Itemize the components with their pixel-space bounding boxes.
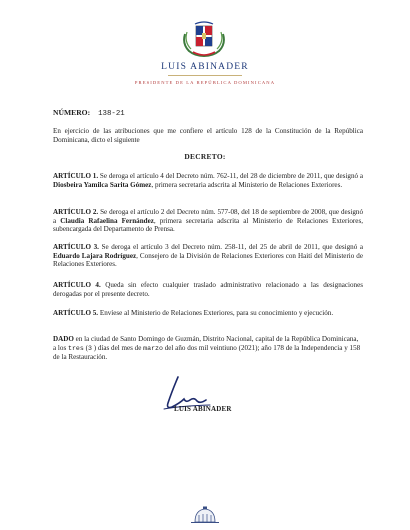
palace-emblem-icon xyxy=(189,506,221,524)
article-1-label: ARTÍCULO 1. xyxy=(53,172,99,180)
article-3-text-before: Se deroga el artículo 3 del Decreto núm. 258-11, del 25 de abril de 2011, que designó a xyxy=(101,243,363,251)
dado-paragraph: DADO en la ciudad de Santo Domingo de Guzmán, Distrito Nacional, capital de la República Dominicana, a los tres (3 ) días del mes de marzo del año dos mil veintiuno (2021); año 178 de la Independencia y 158 de la Restauración. xyxy=(53,335,361,362)
article-2-text-before: Se deroga el artículo 2 del Decreto núm. 577-08, del 18 de septiembre de 2008, que designó a xyxy=(53,208,364,225)
article-4-text: Queda sin efecto cualquier traslado administrativo relacionado a las designaciones derogadas por el presente decreto. xyxy=(53,281,364,298)
intro-paragraph: En ejercicio de las atribuciones que me confiere el artículo 128 de la Constitución de la República Dominicana, dicto el siguiente xyxy=(53,127,363,144)
dado-day-number: 3 xyxy=(87,344,92,352)
coat-of-arms-icon xyxy=(181,20,227,58)
decree-heading: DECRETO: xyxy=(184,152,226,161)
article-5-text: Envíese al Ministerio de Relaciones Exteriores, para su conocimiento y ejecución. xyxy=(99,309,334,317)
dado-label: DADO xyxy=(53,335,74,343)
dado-part1: en la ciudad de Santo Domingo de Guzmán, Distrito Nacional, capital de la República Dominicana, a los xyxy=(53,335,359,352)
article-2 xyxy=(53,208,363,234)
header-divider xyxy=(168,75,242,76)
article-1-text-after: , primera secretaria adscrita al Ministerio de Relaciones Exteriores. xyxy=(151,180,343,189)
article-3 xyxy=(53,243,363,269)
article-1-person: Diosbeira Yamilca Sarita Gómez xyxy=(53,180,152,189)
article-4 xyxy=(53,281,363,298)
article-3-person: Eduardo Lajara Rodríguez xyxy=(53,251,137,260)
article-5-label: ARTÍCULO 5. xyxy=(53,309,99,317)
article-1-text-before: Se deroga el artículo 4 del Decreto núm. 762-11, del 28 de diciembre de 2011, que designó a xyxy=(99,172,364,180)
header-name: LUIS ABINADER xyxy=(161,62,249,72)
dado-month: marzo xyxy=(143,344,163,352)
dado-day-word: tres xyxy=(67,344,84,352)
article-2-person: Claudia Rafaelina Fernández xyxy=(60,216,154,225)
article-3-text-after: , Consejero de la División de Relaciones Exteriores con Haití del Ministerio de Relaciones Exteriores. xyxy=(53,251,363,269)
article-1 xyxy=(53,172,363,189)
dado-part3: del año dos mil veintiuno (2021); año 178 de la Independencia y 158 de la Restauración. xyxy=(53,343,361,362)
header-subtitle: PRESIDENTE DE LA REPÚBLICA DOMINICANA xyxy=(134,80,276,85)
article-2-text-after: , primera secretaria adscrita al Ministerio de Relaciones Exteriores, subencargada del Departamento de Prensa. xyxy=(53,216,363,234)
article-5 xyxy=(53,309,363,318)
signature-name: LUIS ABINADER xyxy=(174,405,232,413)
dado-part2: ) días del mes de xyxy=(93,343,142,352)
decree-number-label: NÚMERO: xyxy=(53,108,91,117)
article-3-label: ARTÍCULO 3. xyxy=(53,243,99,251)
decree-number xyxy=(53,108,125,118)
article-4-label: ARTÍCULO 4. xyxy=(53,281,101,289)
decree-number-value: 138-21 xyxy=(98,110,125,118)
article-2-label: ARTÍCULO 2. xyxy=(53,208,99,216)
